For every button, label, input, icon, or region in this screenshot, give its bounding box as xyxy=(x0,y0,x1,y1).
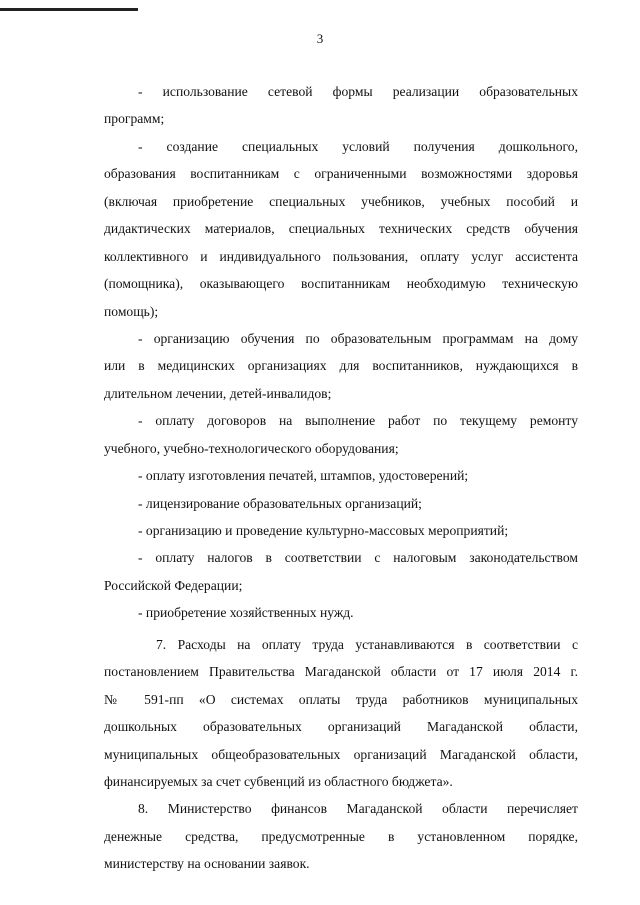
text-line: учебного, учебно-технологического оборудования; xyxy=(104,440,399,456)
text-line: 7. Расходы на оплату труда устанавливаются в соответствии с xyxy=(156,636,578,652)
text-line: - создание специальных условий получения дошкольного, xyxy=(138,138,578,154)
text-line: образования воспитанникам с ограниченными возможностями здоровья xyxy=(104,166,578,182)
page-number: 3 xyxy=(316,31,324,46)
text-line: № 591-пп «О системах оплаты труда работников муниципальных xyxy=(104,691,578,707)
text-line: - использование сетевой формы реализации образовательных xyxy=(138,84,578,99)
paragraph-repair-contracts xyxy=(104,407,578,462)
paragraph-home-education xyxy=(104,325,578,407)
text-line: или в медицинских организациях для воспитанников, нуждающихся в xyxy=(104,358,578,374)
text-line: - оплату налогов в соответствии с налоговым законодательством xyxy=(138,550,578,566)
text-line: - организацию и проведение культурно-массовых мероприятий; xyxy=(138,523,509,538)
paragraph-8-ministry xyxy=(104,795,578,877)
paragraph-network-programs xyxy=(104,78,578,133)
text-line: - организацию обучения по образовательным программам на дому xyxy=(138,330,578,346)
text-line: - оплату изготовления печатей, штампов, удостоверений; xyxy=(138,468,469,484)
text-line: 8. Министерство финансов Магаданской области перечисляет xyxy=(138,801,578,817)
document-body xyxy=(104,78,578,878)
paragraph-licensing xyxy=(104,490,578,517)
text-line: помощь); xyxy=(104,303,159,319)
text-line: дошкольных образовательных организаций Магаданской области, xyxy=(104,719,578,735)
paragraph-household xyxy=(104,599,578,626)
paragraph-stamps xyxy=(104,462,578,489)
text-line: длительном лечении, детей-инвалидов; xyxy=(104,385,332,401)
header-rule xyxy=(0,8,138,11)
text-line: министерству на основании заявок. xyxy=(104,856,310,872)
text-line: - лицензирование образовательных организаций; xyxy=(138,495,422,511)
paragraph-taxes xyxy=(104,544,578,599)
text-line: дидактических материалов, специальных технических средств обучения xyxy=(104,221,578,237)
text-line: (включая приобретение специальных учебников, учебных пособий и xyxy=(104,193,578,209)
text-line: коллективного и индивидуального пользования, оплату услуг ассистента xyxy=(104,248,578,264)
text-line: муниципальных общеобразовательных организаций Магаданской области, xyxy=(104,746,578,762)
text-line: (помощника), оказывающего воспитанникам необходимую техническую xyxy=(104,276,578,292)
paragraph-7-salary xyxy=(104,631,578,796)
text-line: Российской Федерации; xyxy=(104,577,243,593)
text-line: финансируемых за счет субвенций из областного бюджета». xyxy=(104,773,453,789)
paragraph-cultural-events xyxy=(104,517,578,544)
text-line: - приобретение хозяйственных нужд. xyxy=(138,605,354,621)
text-line: денежные средства, предусмотренные в установленном порядке, xyxy=(104,828,578,844)
text-line: программ; xyxy=(104,111,165,127)
paragraph-special-conditions xyxy=(104,133,578,325)
text-line: постановлением Правительства Магаданской области от 17 июля 2014 г. xyxy=(104,664,578,680)
text-line: - оплату договоров на выполнение работ по текущему ремонту xyxy=(138,413,578,429)
